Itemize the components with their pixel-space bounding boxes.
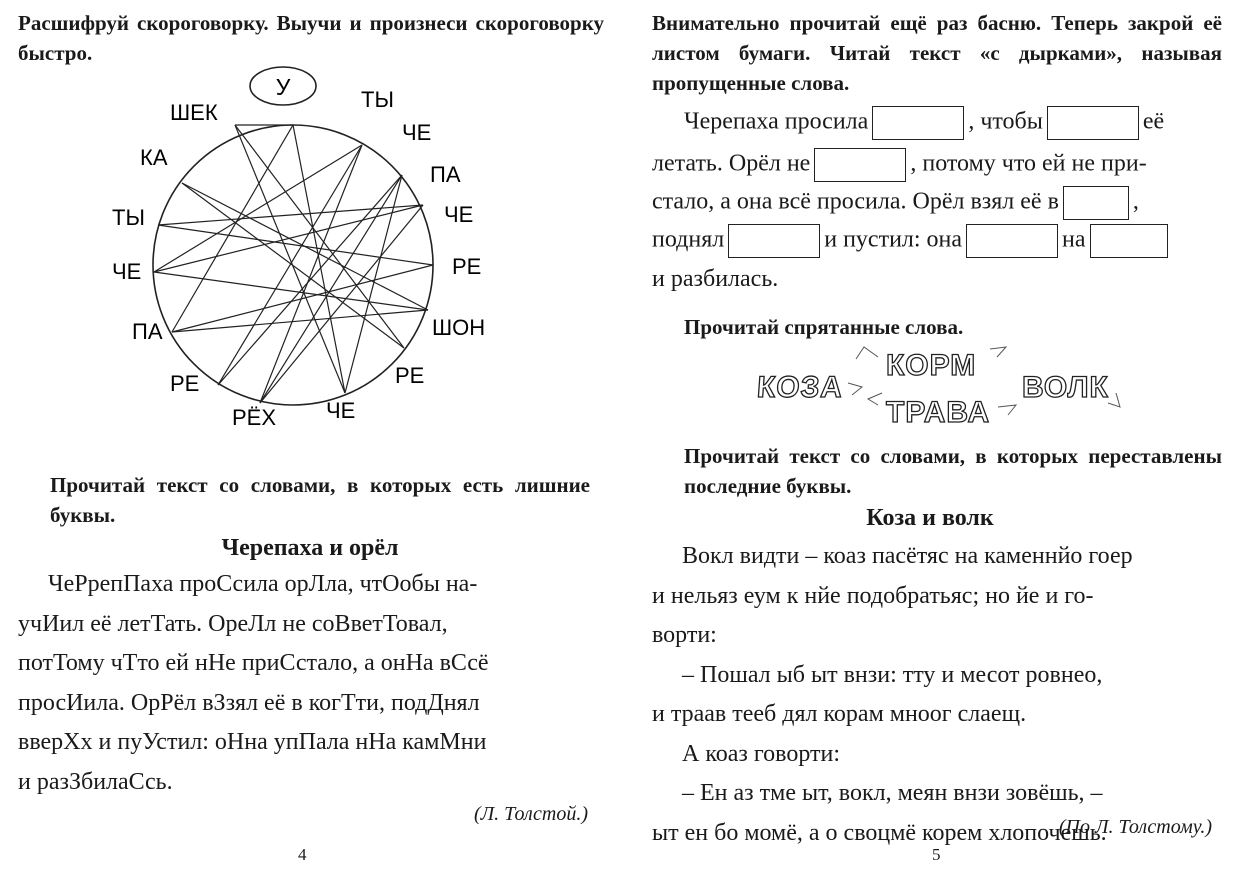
extra-letters-instruction: Прочитай текст со словами, в которых есть лишние буквы. (50, 473, 590, 527)
wheel-syllable: ТЫ (361, 87, 394, 112)
hidden-word: КОЗА (755, 371, 845, 404)
story-line: – Пошал ыб ыт внзи: тту и месот ровнео, (682, 661, 1103, 688)
story-line: и разЗбилаСсь. (18, 768, 173, 795)
wheel-syllable: РЕ (170, 371, 200, 396)
page-number: 4 (298, 845, 307, 864)
answer-box[interactable] (1090, 224, 1168, 258)
story-line: и траав тееб дял корам мноог слаещ. (652, 701, 1027, 727)
right-page (620, 0, 1240, 876)
wheel-chord (172, 125, 293, 332)
wheel-syllable: ПА (132, 319, 163, 344)
story-line: Вокл видти – коаз пасётяс на каменнйо гоер (682, 543, 1133, 569)
gap-text: Черепаха просила (684, 108, 869, 135)
hidden-word: ВОЛК (1022, 371, 1109, 404)
story-line: вверХх и пуУстил: оНна упПала нНа камМни (18, 729, 487, 755)
wheel-syllable: ЧЕ (402, 120, 432, 145)
story-text (18, 565, 588, 802)
answer-box[interactable] (814, 148, 906, 182)
author: (По Л. Толстому.) (1058, 816, 1212, 838)
wheel-syllable: КА (140, 145, 168, 170)
wheel-syllable: ПА (430, 162, 461, 187)
wheel-syllable: ШОН (432, 315, 486, 340)
story-title: Черепаха и орёл (221, 535, 399, 561)
gap-text: летать. Орёл не (652, 150, 811, 177)
story-line: и нельяз еум к нйе подобратьяс; но йе и го- (652, 582, 1094, 609)
wheel-chord (172, 265, 433, 332)
gap-text: стало, а она всё просила. Орёл взял её в (652, 188, 1059, 215)
gap-line-1 (684, 106, 1164, 140)
syllable-wheel (0, 0, 620, 440)
story-text (652, 537, 1222, 853)
gap-text: и пустил: она (824, 226, 963, 253)
gap-line-2 (652, 148, 1147, 182)
fable-instruction: Внимательно прочитай ещё раз басню. Теперь закрой её листом бумаги. Читай текст «с дырками», называя пропущенные слова. (652, 11, 1222, 95)
gap-line-4 (652, 224, 1172, 258)
wheel-syllable: ЧЕ (326, 398, 356, 423)
gap-line-3 (652, 186, 1139, 220)
wheel-chord (260, 175, 402, 403)
answer-box[interactable] (966, 224, 1058, 258)
gap-text: , потому что ей не при- (910, 150, 1147, 177)
story-line: ворти: (652, 622, 717, 648)
swapped-letters-instruction: Прочитай текст со словами, в которых переставлены последние буквы. (684, 444, 1222, 498)
wheel-syllable: РЕ (395, 363, 425, 388)
story-title: Коза и волк (866, 505, 994, 531)
gap-text: поднял (652, 226, 725, 253)
author: (Л. Толстой.) (473, 803, 588, 825)
wheel-start-syllable: У (275, 74, 291, 100)
answer-box[interactable] (1047, 106, 1139, 140)
gap-text: её (1142, 108, 1165, 135)
gap-text: , (1132, 188, 1139, 215)
story-line: потТому чТто ей нНе приСстало, а онНа вСсё (18, 650, 489, 676)
story-line: А коаз говорти: (682, 740, 841, 767)
page-number: 5 (932, 845, 941, 864)
wheel-syllable: ЧЕ (444, 202, 474, 227)
wheel-syllable: РЁХ (232, 405, 277, 430)
answer-box[interactable] (728, 224, 820, 258)
wheel-syllable: ЧЕ (112, 259, 142, 284)
wheel-chord (154, 272, 428, 310)
story-line: ЧеРрепПаха проСсила орЛла, чтОобы на- (48, 571, 478, 597)
hidden-word: КОРМ (886, 349, 977, 382)
story-line: учИил её летТать. ОреЛл не соВветТовал, (18, 610, 448, 637)
story-line: – Ен аз тме ыт, вокл, меян внзи зовёшь, – (682, 780, 1103, 806)
gap-text: , чтобы (968, 108, 1043, 135)
answer-box[interactable] (872, 106, 964, 140)
hidden-words-picture (620, 345, 1240, 435)
wheel-syllable: ШЕК (170, 100, 218, 125)
hidden-word: ТРАВА (886, 396, 991, 429)
wheel-chord (154, 145, 362, 272)
gap-text: и разбилась. (652, 266, 779, 292)
hidden-words-instruction: Прочитай спрятанные слова. (684, 315, 964, 339)
gap-line-5 (652, 266, 778, 293)
answer-box[interactable] (1063, 186, 1129, 220)
wheel-chord (260, 145, 362, 403)
tongue-twister-instruction: Расшифруй скороговорку. Выучи и произнеси скороговорку быстро. (18, 11, 604, 65)
wheel-syllable: РЕ (452, 254, 482, 279)
gap-text: на (1062, 226, 1086, 253)
wheel-syllable: ТЫ (112, 205, 145, 230)
story-line: просИила. ОрРёл вЗзял её в когТти, подДнял (18, 689, 480, 716)
story-line: ыт ен бо момё, а о своцмё корем хлопочешь. (652, 819, 1107, 846)
